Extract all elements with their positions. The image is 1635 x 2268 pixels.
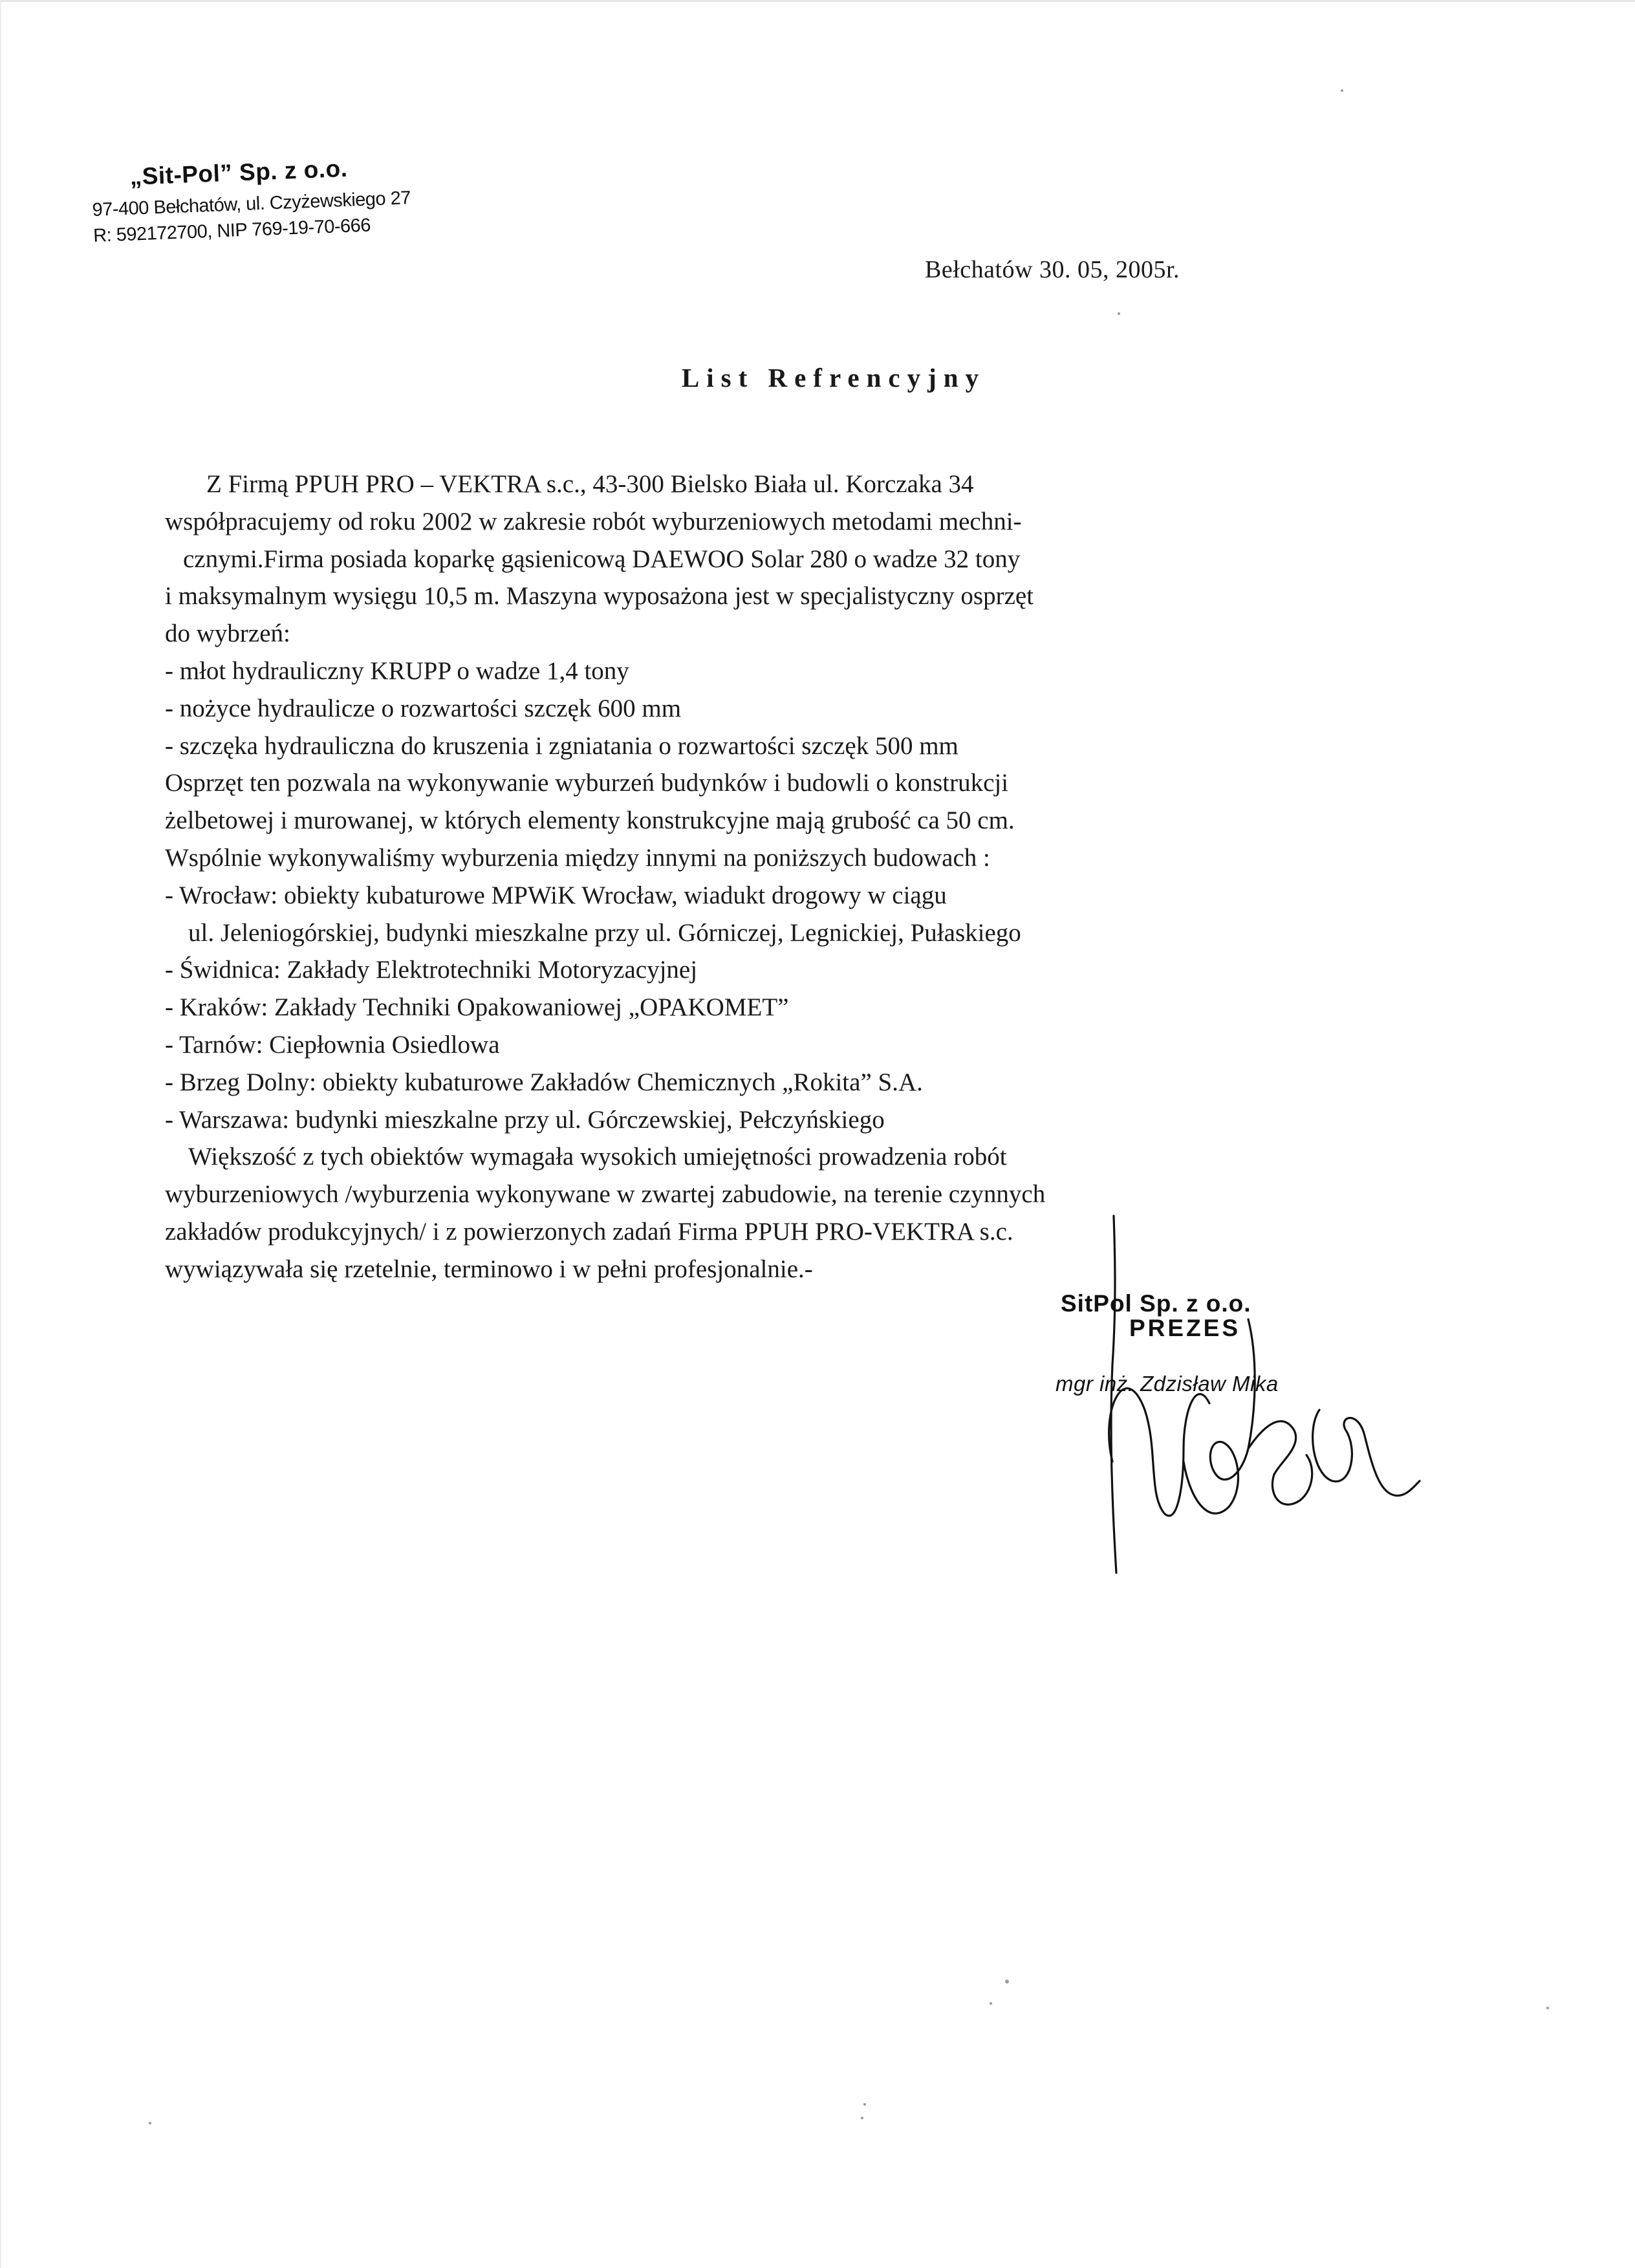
body-line: - Brzeg Dolny: obiekty kubaturowe Zakładów Chemicznych „Rokita” S.A.: [165, 1068, 923, 1096]
body-line: ul. Jeleniogórskiej, budynki mieszkalne przy ul. Górniczej, Legnickiej, Pułaskiego: [188, 918, 1021, 947]
body-line: żelbetowej i murowanej, w których elementy konstrukcyjne mają grubość ca 50 cm.: [165, 806, 1015, 835]
body-line: do wybrzeń:: [165, 620, 290, 648]
body-line: wywiązywała się rzetelnie, terminowo i w pełni profesjonalnie.-: [165, 1255, 813, 1283]
body-line: - Wrocław: obiekty kubaturowe MPWiK Wrocław, wiadukt drogowy w ciągu: [165, 881, 947, 909]
body-line: - Tarnów: Ciepłownia Osiedlowa: [165, 1030, 500, 1059]
body-line: Większość z tych obiektów wymagała wysokich umiejętności prowadzenia robót: [188, 1143, 1007, 1171]
company-address: 97-400 Bełchatów, ul. Czyżewskiego 27: [92, 188, 411, 221]
body-line: zakładów produkcyjnych/ i z powierzonych zadań Firma PPUH PRO-VEKTRA s.c.: [165, 1217, 1013, 1246]
body-line: - Świdnica: Zakłady Elektrotechniki Motoryzacyjnej: [165, 956, 698, 984]
stamp-role: PREZES: [1129, 1315, 1241, 1341]
body-line: - szczęka hydrauliczna do kruszenia i zgniatania o rozwartości szczęk 500 mm: [165, 731, 958, 760]
body-line: współpracujemy od roku 2002 w zakresie robót wyburzeniowych metodami mechni-: [165, 507, 1022, 535]
letter-title: List Refrencyjny: [681, 363, 986, 393]
body-line: - młot hydrauliczny KRUPP o wadze 1,4 tony: [165, 656, 629, 685]
body-line: - Kraków: Zakłady Techniki Opakowaniowej „OPAKOMET”: [165, 993, 789, 1022]
stamp-person: mgr inż. Zdzisław Mika: [1056, 1372, 1279, 1396]
body-line: wyburzeniowych /wyburzenia wykonywane w zwartej zabudowie, na terenie czynnych: [165, 1180, 1046, 1209]
body-line: i maksymalnym wysięgu 10,5 m. Maszyna wyposażona jest w specjalistyczny osprzęt: [165, 582, 1034, 610]
body-line: - Warszawa: budynki mieszkalne przy ul. Górczewskiej, Pełczyńskiego: [165, 1105, 885, 1134]
handwritten-signature: [1087, 1216, 1436, 1591]
letter-body: [165, 466, 1303, 1288]
company-header-stamp: [91, 150, 482, 249]
body-line: Osprzęt ten pozwala na wykonywanie wyburzeń budynków i budowli o konstrukcji: [165, 769, 1009, 797]
company-registration: R: 592172700, NIP 769-19-70-666: [92, 215, 371, 246]
company-name: „Sit-Pol” Sp. z o.o.: [129, 155, 349, 190]
body-line: - nożyce hydraulicze o rozwartości szczęk 600 mm: [165, 694, 682, 722]
body-line: cznymi.Firma posiada koparkę gąsienicową DAEWOO Solar 280 o wadze 32 tony: [183, 545, 1021, 573]
stamp-company: SitPol Sp. z o.o.: [1061, 1290, 1251, 1317]
letter-date: Bełchatów 30. 05, 2005r.: [925, 256, 1180, 283]
body-line: Wspólnie wykonywaliśmy wyburzenia między innymi na poniższych budowach :: [165, 843, 990, 872]
body-line: Z Firmą PPUH PRO – VEKTRA s.c., 43-300 Bielsko Biała ul. Korczaka 34: [206, 470, 974, 498]
